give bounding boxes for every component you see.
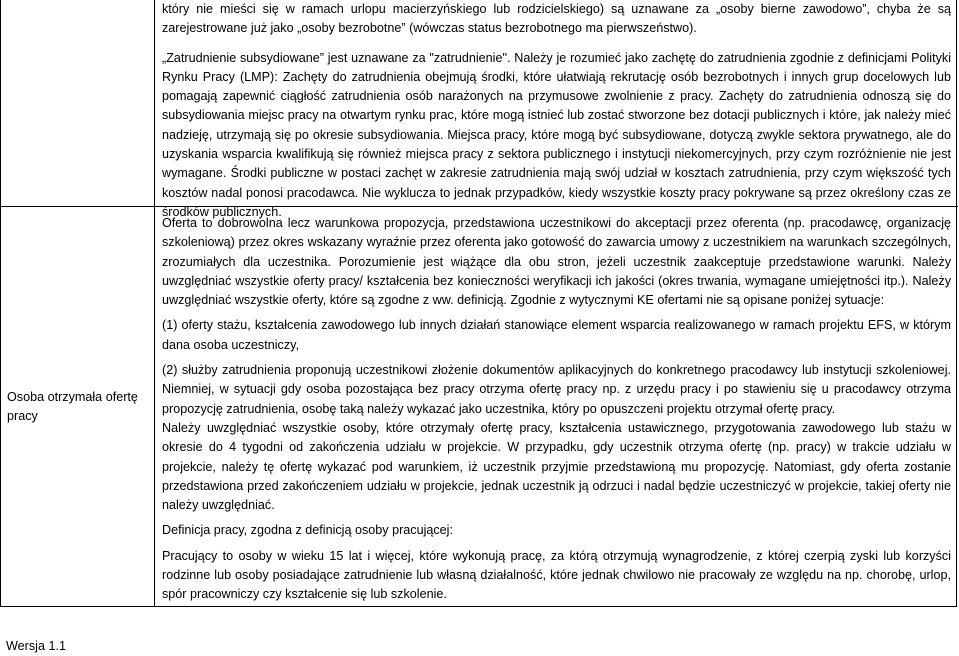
version-footer: Wersja 1.1 [6, 639, 66, 653]
row1-intro: który nie mieści się w ramach urlopu macierzyńskiego lub rodzicielskiego) są uznawane za „osoby bierne zawodowo”, chyba że są zarejestrowane już jako „osoby bezrobotne” (wówczas status bezrobotnego ma pierwszeństwo). [162, 2, 951, 36]
row2-definition [162, 214, 951, 605]
row2-label: Osoba otrzymała ofertę pracy [7, 390, 138, 424]
row1-subsidised-employment: „Zatrudnienie subsydiowane” jest uznawane za "zatrudnienie". Należy je rozumieć jako zachętę do zatrudnienia zgodnie z definicjami Polityki Rynku Pracy (LMP): Zachęty do zatrudnienia obejmują środki, które ułatwiają rekrutację osób bezrobotnych i innych grup docelowych lub pomagają zapewnić ciągłość zatrudnienia osób narażonych na przymusowe zwolnienie z pracy. Zachęty do zatrudnienia odnoszą się do subsydiowania miejsc pracy na otwartym rynku prac, które mogą istnieć lub zostać stworzone bez dotacji publicznych i które, jak należy mieć nadzieję, utrzymają się po okresie subsydiowania. Miejsca pracy, które mogą być subsydiowane, dotyczą zwykle sektora prywatnego, ale do uzyskania wsparcia kwalifikują się również miejsca pracy z sektora publicznego i instytucji niekomercyjnych, przy czym rozróżnienie nie jest wymagane. Środki publiczne w postaci zachęt w zakresie zatrudnienia mają swój udział w kosztach zatrudnienia, przy czym większość tych kosztów nadal ponosi pracodawca. Nie wyklucza to jednak przypadków, kiedy wszystkie koszty pracy pokrywane są przez określony czas ze środków publicznych. [162, 50, 951, 219]
row2-work-definition-heading: Definicja pracy, zgodna z definicją osoby pracującej: [162, 523, 453, 538]
row2-offer-definition: Oferta to dobrowolna lecz warunkowa propozycja, przedstawiona uczestnikowi do akceptacji przez oferenta (np. pracodawcę, organizację szkoleniową) przez okres wskazany wyraźnie przez oferenta jako gotowość do zawarcia umowy z uczestnikiem na warunkach szczególnych, zrozumiałych dla uczestnika. Porozumienie jest wiążące dla obu stron, jeżeli uczestnik zaakceptuje przedstawione warunki. Należy uwzględniać wszystkie oferty pracy/ kształcenia bez konieczności weryfikacji ich jakości (okres trwania, wymagane umiejętności itp.). Należy uwzględniać wszystkie oferty, które są zgodne z ww. definicją. Zgodnie z wytycznymi KE ofertami nie są opisane poniżej sytuacje: [162, 216, 951, 308]
row2-work-definition: Pracujący to osoby w wieku 15 lat i więcej, które wykonują pracę, za którą otrzymują wynagrodzenie, z której czerpią zyski lub korzyści rodzinne lub osoby posiadające zatrudnienie lub własną działalność, które jednak chwilowo nie pracowały ze względu na np. chorobę, urlop, spór pracowniczy czy kształcenie się lub szkolenie. [162, 548, 951, 602]
column-divider [154, 0, 155, 607]
row2-exclusion-1: (1) oferty stażu, kształcenia zawodowego lub innych działań stanowiące element wsparcia realizowanego w ramach projektu EFS, w którym dana osoba uczestniczy, [162, 318, 951, 352]
row1-definition [162, 0, 951, 222]
row2-exclusion-2: (2) służby zatrudnienia proponują uczestnikowi złożenie dokumentów aplikacyjnych do konkretnego pracodawcy lub instytucji szkoleniowej. Niemniej, w sytuacji gdy osoba pozostająca bez pracy otrzyma ofertę pracy np. z urzędu pracy i po stawieniu się u pracodawcy otrzyma propozycję zatrudnienia, osobę taką należy wykazać jako uczestnika, który po opuszczeni projektu otrzymał ofertę pracy. [162, 363, 951, 416]
row2-offer-counting: Należy uwzględniać wszystkie osoby, które otrzymały ofertę pracy, kształcenia ustawicznego, przygotowania zawodowego lub stażu w okresie do 4 tygodni od zakończenia udziału w projekcie. W przypadku, gdy uczestnik otrzyma ofertę (np. pracy) w trakcie udziału w projekcie, należy tę ofertę wykazać pod warunkiem, iż uczestnik przyjmie przedstawioną mu propozycję. Natomiast, gdy oferta zostanie przedstawiona przed zakończeniem udziału w projekcie, jednak uczestnik ją odrzuci i nadal będzie uczestniczyć w projekcie, takiej oferty nie należy uwzględniać. [162, 420, 951, 513]
